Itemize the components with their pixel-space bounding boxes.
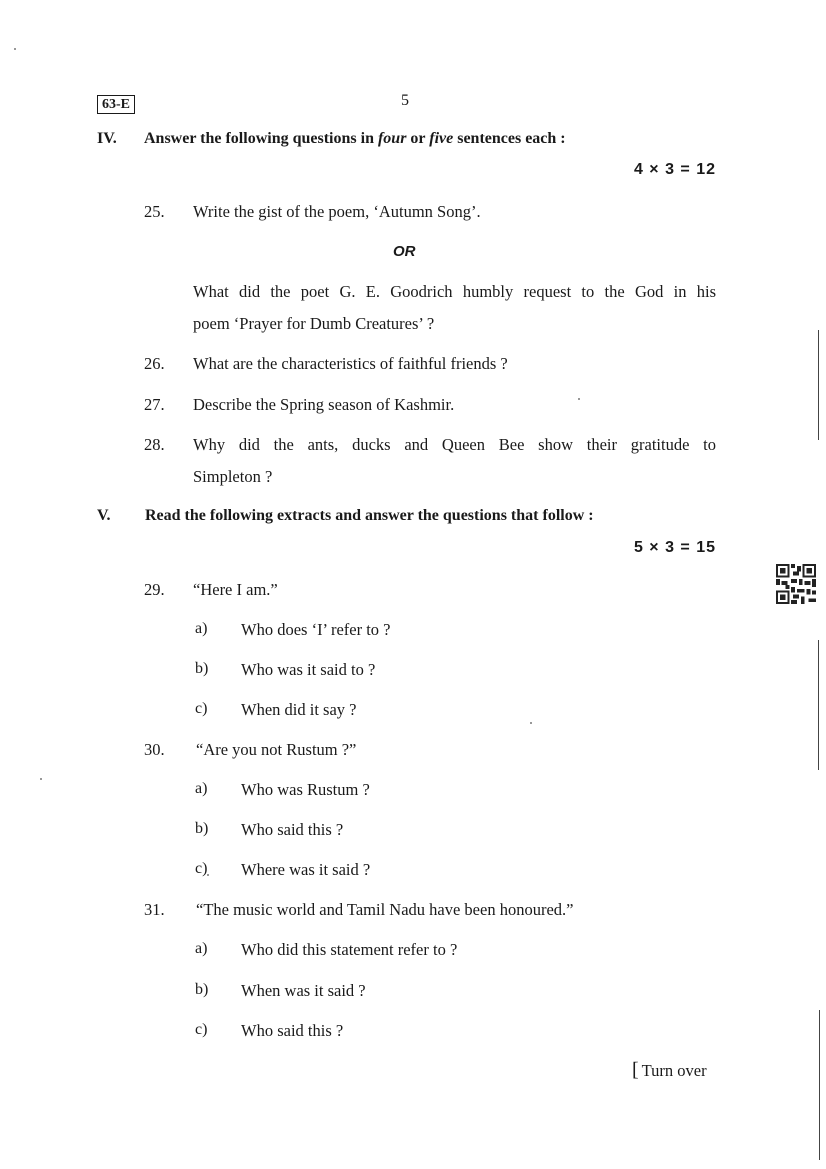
subquestion-text: Who does ‘I’ refer to ? [241,620,391,639]
scan-speck [14,48,16,50]
section-iv-title-part: Answer the following questions in [144,130,378,147]
question-28-line-2: Simpleton ? [193,467,273,486]
question-27-text: Describe the Spring season of Kashmir. [193,395,455,414]
section-iv-title [144,130,566,148]
subquestion-label: b) [195,660,209,677]
subquestion-label: a) [195,940,208,957]
turn-over-note [632,1059,707,1082]
scan-edge-line [818,640,819,770]
subquestion-text: Who was Rustum ? [241,780,370,799]
section-iv-marks: 4 × 3 = 12 [633,161,716,178]
question-25-alt-line-1: What did the poet G. E. Goodrich humbly request to the God in his [193,282,716,301]
section-iv-title-five: five [429,130,454,147]
question-25-alt-line-2: poem ‘Prayer for Dumb Creatures’ ? [193,314,435,333]
section-iv-title-part: sentences each : [453,130,566,147]
question-26-text: What are the characteristics of faithful friends ? [193,354,508,373]
scan-edge-line [818,330,819,440]
section-iv-title-part: or [406,130,430,147]
turn-over-text: Turn over [641,1061,707,1080]
scan-speck [207,874,209,876]
subquestion-label: b) [195,820,209,837]
subquestion-text: When was it said ? [241,981,366,1000]
page-number: 5 [401,92,409,109]
question-30-text: “Are you not Rustum ?” [196,740,357,759]
question-29-number: 29. [144,580,165,599]
paper-code: 63-E [97,95,135,114]
question-28-number: 28. [144,435,165,454]
scan-speck [530,722,532,724]
turn-over-bracket: [ [632,1059,639,1081]
qr-code-icon [775,564,817,604]
subquestion-text: Who did this statement refer to ? [241,940,458,959]
question-31-number: 31. [144,900,165,919]
scan-speck [40,778,42,780]
scan-speck [578,398,580,400]
question-25-text: Write the gist of the poem, ‘Autumn Song’. [193,202,481,221]
question-26-number: 26. [144,354,165,373]
subquestion-text: When did it say ? [241,700,357,719]
section-v-number: V. [97,507,111,524]
section-v-title: Read the following extracts and answer the questions that follow : [145,507,594,524]
section-v-marks: 5 × 3 = 15 [633,539,716,556]
question-30-number: 30. [144,740,165,759]
subquestion-label: c) [195,1021,208,1038]
subquestion-text: Who said this ? [241,820,344,839]
section-iv-title-four: four [377,130,407,147]
question-31-text: “The music world and Tamil Nadu have been honoured.” [196,900,574,919]
section-iv-number: IV. [97,130,117,147]
subquestion-text: Where was it said ? [241,860,371,879]
or-separator: OR [393,243,416,260]
question-27-number: 27. [144,395,165,414]
subquestion-label: b) [195,981,209,998]
subquestion-text: Who said this ? [241,1021,344,1040]
subquestion-label: c) [195,700,208,717]
subquestion-label: a) [195,620,208,637]
subquestion-label: c) [195,860,208,877]
question-25-number: 25. [144,202,165,221]
question-28-line-1: Why did the ants, ducks and Queen Bee show their gratitude to [193,435,716,454]
subquestion-label: a) [195,780,208,797]
scan-edge-line [819,1010,820,1160]
subquestion-text: Who was it said to ? [241,660,376,679]
question-29-text: “Here I am.” [193,580,278,599]
